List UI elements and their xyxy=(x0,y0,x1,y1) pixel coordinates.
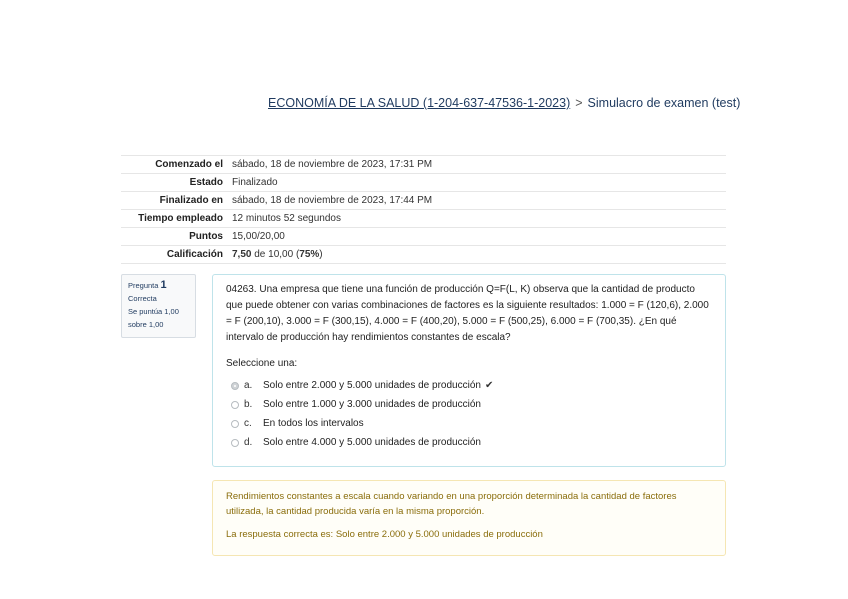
summary-row-state xyxy=(121,174,726,192)
question-grade-line2: sobre 1,00 xyxy=(128,320,164,329)
grade-percent: 75% xyxy=(299,249,320,260)
radio-button[interactable] xyxy=(231,420,239,428)
question-number-line xyxy=(128,279,189,292)
summary-value: sábado, 18 de noviembre de 2023, 17:31 PM xyxy=(232,159,433,170)
answer-text: Solo entre 2.000 y 5.000 unidades de producción xyxy=(263,379,481,391)
radio-button[interactable] xyxy=(231,401,239,409)
grade-value: 7,50 xyxy=(232,249,252,260)
answer-letter: d. xyxy=(244,436,253,448)
summary-label: Puntos xyxy=(189,231,223,242)
radio-button-selected[interactable] xyxy=(231,382,239,390)
right-answer: La respuesta correcta es: Solo entre 2.000 y 5.000 unidades de producción xyxy=(226,529,543,540)
check-icon: ✔ xyxy=(484,379,494,391)
answer-letter: c. xyxy=(244,417,252,429)
breadcrumb-separator: > xyxy=(575,96,583,110)
answer-letter: b. xyxy=(244,398,253,410)
summary-row-started xyxy=(121,156,726,174)
breadcrumb xyxy=(268,96,740,110)
grade-close: ) xyxy=(319,249,323,260)
question-number: 1 xyxy=(160,279,167,291)
answer-text: En todos los intervalos xyxy=(263,417,364,429)
summary-label: Calificación xyxy=(166,249,223,260)
summary-row-grade xyxy=(121,246,726,264)
answer-prompt: Seleccione una: xyxy=(226,358,298,369)
feedback-panel xyxy=(212,480,726,556)
question-state: Correcta xyxy=(128,294,157,303)
question-label: Pregunta xyxy=(128,281,159,290)
summary-label: Estado xyxy=(189,177,223,188)
question-content xyxy=(212,274,726,467)
answer-option-a[interactable] xyxy=(226,376,713,395)
answer-text: Solo entre 4.000 y 5.000 unidades de producción xyxy=(263,436,481,448)
summary-value: sábado, 18 de noviembre de 2023, 17:44 PM xyxy=(232,195,433,206)
breadcrumb-current: Simulacro de examen (test) xyxy=(587,96,741,110)
summary-value: Finalizado xyxy=(232,177,278,188)
summary-value: 12 minutos 52 segundos xyxy=(232,213,341,224)
question-info-panel xyxy=(121,274,196,338)
attempt-summary-table xyxy=(121,155,726,264)
grade-out-of: de 10,00 ( xyxy=(251,249,300,260)
answer-option-c[interactable] xyxy=(226,414,713,433)
summary-label: Tiempo empleado xyxy=(138,213,223,224)
answer-letter: a. xyxy=(244,379,253,391)
summary-row-time-taken xyxy=(121,210,726,228)
summary-label: Comenzado el xyxy=(155,159,223,170)
summary-row-marks xyxy=(121,228,726,246)
general-feedback: Rendimientos constantes a escala cuando variando en una proporción determinada la cantidad de factores utilizada, la cantidad producida varía en la misma proporción. xyxy=(226,491,677,517)
breadcrumb-course-link[interactable]: ECONOMÍA DE LA SALUD (1-204-637-47536-1-2023) xyxy=(268,96,571,110)
answer-option-d[interactable] xyxy=(226,433,713,452)
summary-row-finished xyxy=(121,192,726,210)
answer-option-b[interactable] xyxy=(226,395,713,414)
question-text: 04263. Una empresa que tiene una función de producción Q=F(L, K) observa que la cantidad de producto que puede obtener con varias combinaciones de factores es la siguiente resultados: 1.000 = F (120,6), 2.000 = F (200,10), 3.000 = F (300,15), 4.000 = F (400,20), 5.000 = F (500,25), 6.000 = F (700,35). ¿En qué intervalo de producción hay rendimientos constantes de escala? xyxy=(226,284,709,343)
summary-label: Finalizado en xyxy=(159,195,223,206)
radio-button[interactable] xyxy=(231,439,239,447)
question-grade-line1: Se puntúa 1,00 xyxy=(128,307,179,316)
summary-value: 15,00/20,00 xyxy=(232,231,285,242)
summary-value xyxy=(232,246,726,264)
answer-text: Solo entre 1.000 y 3.000 unidades de producción xyxy=(263,398,481,410)
